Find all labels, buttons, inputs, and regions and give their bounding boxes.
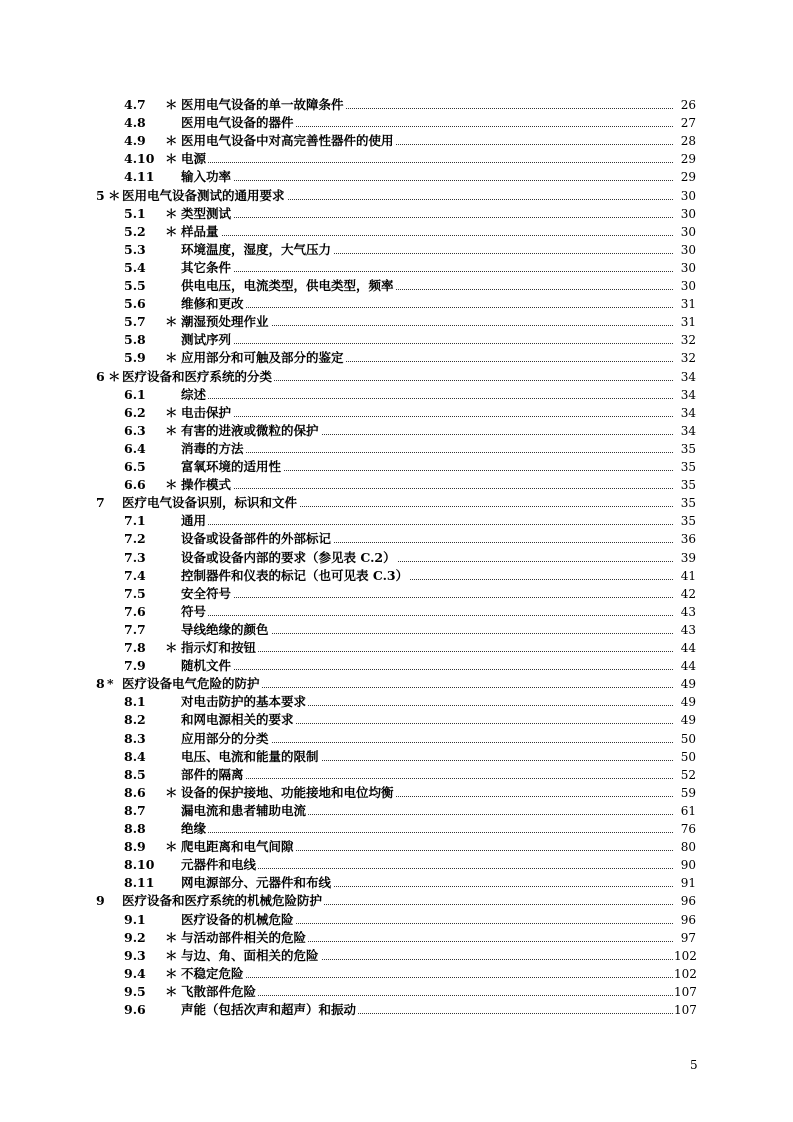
toc-page-number: 107 <box>674 1003 697 1017</box>
toc-number: 8.1 <box>124 694 146 710</box>
toc-title: 医疗电气设备识别，标识和文件 <box>122 495 298 511</box>
toc-entry[interactable] <box>0 784 793 802</box>
toc-title: 其它条件 <box>181 259 232 275</box>
toc-page-number: 29 <box>674 150 696 168</box>
toc-entry[interactable] <box>0 567 793 585</box>
toc-entry[interactable] <box>0 404 793 422</box>
toc-star: ＊ <box>108 368 121 384</box>
dot-leader <box>181 452 675 453</box>
toc-page-number: 26 <box>674 96 696 114</box>
toc-entry[interactable] <box>0 802 793 820</box>
toc-title: 和网电源相关的要求 <box>181 712 294 728</box>
toc-page-number: 76 <box>674 820 696 838</box>
toc-star: ＊ <box>165 314 178 330</box>
toc-page-number: 50 <box>674 748 696 766</box>
toc-entry[interactable] <box>0 585 793 603</box>
toc-page-number: 102 <box>674 966 697 981</box>
toc-number: 8.9 <box>124 839 146 855</box>
toc-page-number: 28 <box>674 132 696 150</box>
toc-number: 8 <box>96 676 105 692</box>
toc-number: 5.5 <box>124 278 146 293</box>
toc-title: 医疗设备和医疗系统的分类 <box>122 368 273 384</box>
toc-entry[interactable] <box>0 241 793 259</box>
toc-page-number: 31 <box>674 295 696 313</box>
toc-number: 5.8 <box>124 332 146 348</box>
toc-entry[interactable] <box>0 766 793 784</box>
toc-page-number: 107 <box>674 984 697 999</box>
dot-leader <box>181 217 675 218</box>
toc-page-number: 90 <box>674 856 696 874</box>
toc-title: 潮湿预处理作业 <box>181 314 269 330</box>
toc-star: * <box>107 676 114 692</box>
toc-page-number: 31 <box>674 313 696 331</box>
toc-number: 7.2 <box>124 531 146 547</box>
toc-title: 类型测试 <box>181 205 232 221</box>
toc-title: 设备的保护接地、功能接地和电位均衡 <box>181 784 394 800</box>
toc-number: 4.7 <box>124 97 146 112</box>
toc-page-number: 42 <box>674 585 696 603</box>
toc-title: 不稳定危险 <box>181 965 244 981</box>
dot-leader <box>181 271 675 272</box>
toc-star: ＊ <box>165 929 178 945</box>
toc-star: ＊ <box>165 223 178 239</box>
toc-entry[interactable] <box>0 132 793 150</box>
toc-title: 医用电气设备的器件 <box>181 115 294 131</box>
toc-page-number: 61 <box>674 802 696 820</box>
toc-number: 4.8 <box>124 115 146 131</box>
toc-title: 维修和更改 <box>181 296 244 312</box>
toc-page-number: 41 <box>674 567 696 585</box>
toc-title: 部件的隔离 <box>181 766 244 782</box>
toc-entry[interactable] <box>0 856 793 874</box>
toc-entry[interactable] <box>0 150 793 168</box>
toc-star: ＊ <box>165 133 178 149</box>
toc-number: 6.5 <box>124 459 146 474</box>
toc-star: ＊ <box>165 947 178 963</box>
toc-title: 医用电气设备中对高完善性器件的使用 <box>181 133 394 149</box>
toc-title: 随机文件 <box>181 658 232 674</box>
toc-number: 9.3 <box>124 947 146 963</box>
toc-number: 9.4 <box>124 965 146 981</box>
toc-entry[interactable] <box>0 331 793 349</box>
toc-title: 医用电气设备的单一故障条件 <box>181 97 344 112</box>
toc-page-number: 97 <box>674 929 696 947</box>
toc-page-number: 27 <box>674 114 696 132</box>
toc-entry[interactable] <box>0 349 793 367</box>
dot-leader <box>181 235 675 236</box>
toc-number: 7.8 <box>124 640 146 655</box>
toc-page-number: 43 <box>674 621 696 639</box>
toc-entry[interactable] <box>0 187 793 205</box>
toc-page-number: 30 <box>674 223 696 241</box>
toc-page-number: 30 <box>674 277 696 295</box>
toc-entry[interactable] <box>0 892 793 910</box>
toc-number: 8.3 <box>124 730 146 746</box>
toc-page-number: 35 <box>674 512 696 530</box>
dot-leader <box>181 180 675 181</box>
toc-star: ＊ <box>165 640 178 655</box>
toc-star: ＊ <box>165 983 178 999</box>
toc-entry[interactable] <box>0 947 793 965</box>
toc-number: 5.9 <box>124 350 146 366</box>
toc-page-number: 36 <box>674 530 696 548</box>
toc-entry[interactable] <box>0 603 793 621</box>
toc-title: 设备或设备部件的外部标记 <box>181 531 332 547</box>
toc-title: 声能（包括次声和超声）和振动 <box>181 1002 357 1017</box>
toc-title: 网电源部分、元器件和布线 <box>181 875 332 891</box>
toc-entry[interactable] <box>0 1001 793 1019</box>
toc-page-number: 32 <box>674 331 696 349</box>
toc-entry[interactable] <box>0 983 793 1001</box>
toc-entry[interactable] <box>0 838 793 856</box>
toc-page-number: 30 <box>674 259 696 277</box>
toc-star: ＊ <box>165 422 178 438</box>
toc-number: 8.10 <box>124 857 155 873</box>
toc-title: 供电电压，电流类型，供电类型，频率 <box>181 278 394 293</box>
toc-number: 7.7 <box>124 621 146 637</box>
toc-page-number: 34 <box>674 386 696 404</box>
toc-number: 4.9 <box>124 133 146 149</box>
toc-star: ＊ <box>165 151 178 167</box>
toc-number: 5.3 <box>124 241 146 257</box>
toc-title: 电源 <box>181 151 207 167</box>
toc-star: ＊ <box>108 187 121 203</box>
toc-entry[interactable] <box>0 911 793 929</box>
toc-page-number: 30 <box>674 241 696 259</box>
toc-title: 指示灯和按钮 <box>181 640 257 655</box>
toc-title: 医疗设备电气危险的防护 <box>122 676 260 692</box>
toc-page-number: 35 <box>674 440 696 458</box>
toc-number: 9.1 <box>124 911 146 927</box>
toc-star: ＊ <box>165 839 178 855</box>
toc-page-number: 102 <box>674 948 697 963</box>
toc-page-number: 52 <box>674 766 696 784</box>
toc-number: 5 <box>96 187 105 203</box>
toc-entry[interactable] <box>0 693 793 711</box>
toc-entry[interactable] <box>0 422 793 440</box>
toc-number: 7.4 <box>124 567 146 583</box>
toc-entry[interactable] <box>0 368 793 386</box>
toc-page-number: 30 <box>674 187 696 205</box>
toc-page-number: 96 <box>674 911 696 929</box>
toc-title: 元器件和电线 <box>181 857 257 873</box>
toc-number: 9.6 <box>124 1002 146 1017</box>
dot-leader <box>181 597 675 598</box>
toc-title: 电压、电流和能量的限制 <box>181 748 319 764</box>
toc-entry[interactable] <box>0 621 793 639</box>
toc-title: 应用部分的分类 <box>181 730 269 746</box>
toc-page-number: 49 <box>674 711 696 729</box>
toc-entry[interactable] <box>0 530 793 548</box>
toc-number: 6.2 <box>124 404 146 420</box>
toc-title: 安全符号 <box>181 585 232 601</box>
toc-title: 医用电气设备测试的通用要求 <box>122 187 285 203</box>
toc-entry[interactable] <box>0 313 793 331</box>
toc-title: 导线绝缘的颜色 <box>181 621 269 637</box>
toc-page-number: 35 <box>674 494 696 512</box>
toc-star: ＊ <box>165 97 178 112</box>
toc-star: ＊ <box>165 784 178 800</box>
toc-title: 富氧环境的适用性 <box>181 459 282 474</box>
toc-number: 5.4 <box>124 259 146 275</box>
toc-entry[interactable] <box>0 259 793 277</box>
toc-page-number: 96 <box>674 892 696 910</box>
dot-leader <box>181 398 675 399</box>
toc-number: 7.9 <box>124 658 146 674</box>
toc-title: 操作模式 <box>181 477 232 493</box>
toc-entry[interactable] <box>0 494 793 512</box>
toc-number: 4.11 <box>124 169 155 185</box>
dot-leader <box>181 832 675 833</box>
toc-title: 应用部分和可触及部分的鉴定 <box>181 350 344 366</box>
toc-number: 7.5 <box>124 585 146 601</box>
toc-entry[interactable] <box>0 386 793 404</box>
toc-number: 5.1 <box>124 205 146 221</box>
toc-star: ＊ <box>165 404 178 420</box>
toc-title: 与活动部件相关的危险 <box>181 929 307 945</box>
dot-leader <box>181 162 675 163</box>
toc-page-number: 49 <box>674 675 696 693</box>
toc-number: 5.6 <box>124 296 146 312</box>
toc-number: 6.6 <box>124 477 146 493</box>
toc-number: 6 <box>96 368 105 384</box>
dot-leader <box>181 307 675 308</box>
toc-entry[interactable] <box>0 748 793 766</box>
toc-entry[interactable] <box>0 549 793 567</box>
toc-entry[interactable] <box>0 277 793 295</box>
toc-title: 消毒的方法 <box>181 440 244 456</box>
toc-entry[interactable] <box>0 965 793 983</box>
toc-page-number: 39 <box>674 549 696 567</box>
toc-entry[interactable] <box>0 639 793 657</box>
toc-entry[interactable] <box>0 440 793 458</box>
toc-title: 与边、角、面相关的危险 <box>181 947 319 963</box>
dot-leader <box>181 524 675 525</box>
toc-title: 对电击防护的基本要求 <box>181 694 307 710</box>
toc-title: 爬电距离和电气间隙 <box>181 839 294 855</box>
dot-leader <box>181 778 675 779</box>
dot-leader <box>181 669 675 670</box>
toc-entry[interactable] <box>0 929 793 947</box>
toc-page-number: 34 <box>674 404 696 422</box>
toc-entry[interactable] <box>0 675 793 693</box>
toc-number: 5.2 <box>124 223 146 239</box>
toc-title: 综述 <box>181 386 207 402</box>
toc-entry[interactable] <box>0 114 793 132</box>
toc-title: 符号 <box>181 603 207 619</box>
toc-title: 医疗设备的机械危险 <box>181 911 294 927</box>
toc-entry[interactable] <box>0 711 793 729</box>
toc-page-number: 43 <box>674 603 696 621</box>
toc-title: 输入功率 <box>181 169 232 185</box>
toc-title: 样品量 <box>181 223 219 239</box>
toc-number: 8.6 <box>124 784 146 800</box>
toc-entry[interactable] <box>0 96 793 114</box>
toc-entry[interactable] <box>0 512 793 530</box>
toc-number: 6.1 <box>124 386 146 402</box>
toc-page-number: 49 <box>674 693 696 711</box>
toc-number: 7.6 <box>124 603 146 619</box>
toc-number: 9 <box>96 893 105 909</box>
toc-title: 电击保护 <box>181 404 232 420</box>
dot-leader <box>181 615 675 616</box>
dot-leader <box>181 977 675 978</box>
toc-number: 8.7 <box>124 802 146 818</box>
toc-page-number: 50 <box>674 730 696 748</box>
toc-page-number: 35 <box>674 476 696 494</box>
toc-entry[interactable] <box>0 657 793 675</box>
toc-page-number: 91 <box>674 874 696 892</box>
toc-star: ＊ <box>165 965 178 981</box>
toc-title: 医疗设备和医疗系统的机械危险防护 <box>122 893 323 909</box>
toc-number: 8.2 <box>124 712 146 728</box>
toc-title: 控制器件和仪表的标记（也可见表 C.3） <box>181 567 409 583</box>
page-number: 5 <box>690 1058 698 1072</box>
toc-number: 9.2 <box>124 929 146 945</box>
toc-entry[interactable] <box>0 874 793 892</box>
toc-number: 5.7 <box>124 314 146 330</box>
toc-star: ＊ <box>165 205 178 221</box>
toc-title: 漏电流和患者辅助电流 <box>181 802 307 818</box>
toc-title: 绝缘 <box>181 821 207 836</box>
toc-number: 8.8 <box>124 821 146 836</box>
toc-entry[interactable] <box>0 205 793 223</box>
toc-number: 7.3 <box>124 549 146 565</box>
toc-entry[interactable] <box>0 295 793 313</box>
toc-number: 4.10 <box>124 151 155 167</box>
toc-title: 通用 <box>181 513 207 529</box>
toc-entry[interactable] <box>0 168 793 186</box>
toc-number: 6.3 <box>124 422 146 438</box>
toc-title: 环境温度，湿度，大气压力 <box>181 241 332 257</box>
toc-number: 8.4 <box>124 748 146 764</box>
toc-star: ＊ <box>165 350 178 366</box>
toc-page-number: 44 <box>674 657 696 675</box>
dot-leader <box>181 343 675 344</box>
toc-star: ＊ <box>165 477 178 493</box>
toc-page-number: 30 <box>674 205 696 223</box>
dot-leader <box>181 416 675 417</box>
toc-number: 6.4 <box>124 440 146 456</box>
toc-title: 有害的进液或微粒的保护 <box>181 422 319 438</box>
toc-entry[interactable] <box>0 223 793 241</box>
toc-page-number: 29 <box>674 168 696 186</box>
toc-number: 7 <box>96 495 105 511</box>
toc-page-number: 59 <box>674 784 696 802</box>
toc-number: 8.5 <box>124 766 146 782</box>
toc-entry[interactable] <box>0 476 793 494</box>
toc-entry[interactable] <box>0 458 793 476</box>
toc-page-number: 44 <box>674 639 696 657</box>
toc-page-number: 80 <box>674 838 696 856</box>
toc-number: 8.11 <box>124 875 155 891</box>
toc-number: 9.5 <box>124 983 146 999</box>
toc-page-number: 35 <box>674 458 696 476</box>
toc-page-number: 32 <box>674 349 696 367</box>
toc-title: 设备或设备内部的要求（参见表 C.2） <box>181 549 396 565</box>
toc-title: 测试序列 <box>181 332 232 348</box>
dot-leader <box>181 488 675 489</box>
toc-page-number: 34 <box>674 422 696 440</box>
toc-number: 7.1 <box>124 513 146 529</box>
toc-entry[interactable] <box>0 730 793 748</box>
toc-entry[interactable] <box>0 820 793 838</box>
toc-title: 飞散部件危险 <box>181 983 257 999</box>
toc-page-number: 34 <box>674 368 696 386</box>
